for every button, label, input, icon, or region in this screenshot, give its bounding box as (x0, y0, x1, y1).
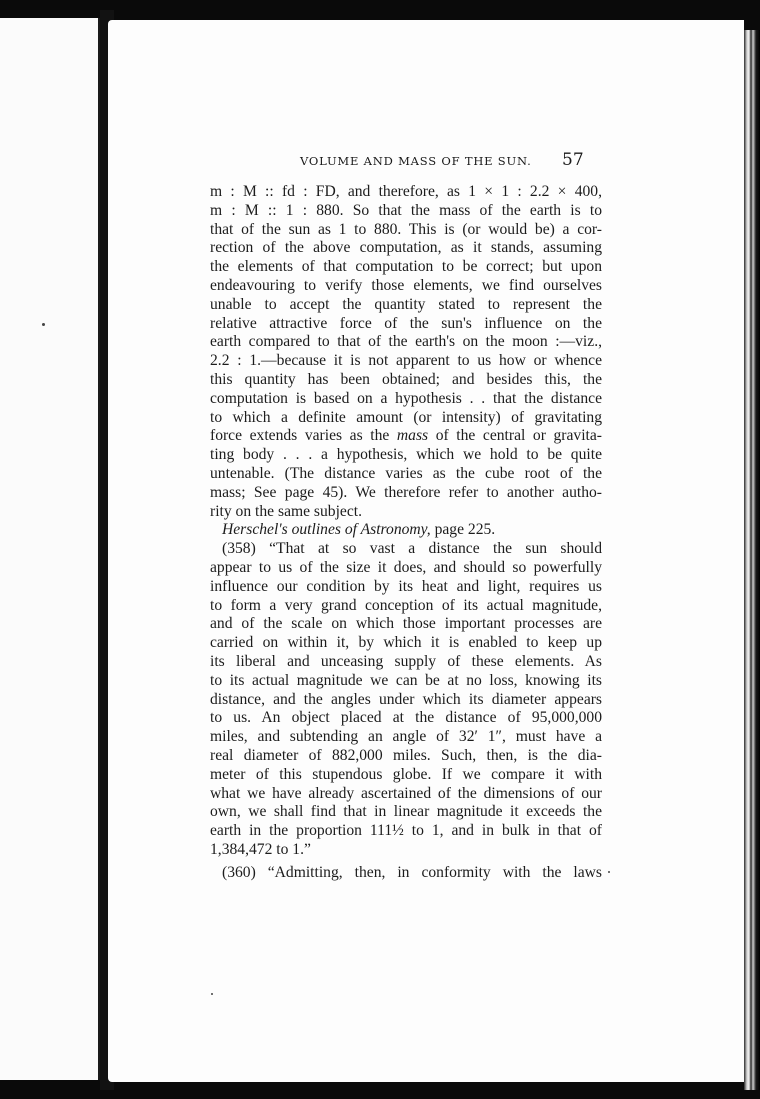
body-text (210, 183, 602, 882)
text-line: miles, and subtending an angle of 32′ 1″, must have a (210, 728, 602, 746)
citation-line (210, 521, 602, 540)
text-line: the elements of that computation to be correct; but upon (210, 258, 602, 276)
citation-page: page 225. (434, 521, 496, 539)
text-line: unable to accept the quantity stated to represent the (210, 295, 602, 313)
scan-speck (211, 993, 213, 995)
text-line: and of the scale on which those important processes are (210, 615, 602, 633)
line-segment: of the central or gravita- (435, 427, 602, 445)
text-line: 1,384,472 to 1.” (210, 840, 311, 858)
scan-speck (42, 323, 45, 326)
citation-title: Herschel's outlines of Astronomy, (222, 521, 431, 539)
text-line: mass; See page 45). We therefore refer to another autho- (210, 483, 602, 501)
text-line: meter of this stupendous globe. If we compare it with (210, 765, 602, 783)
text-line-with-italic (210, 427, 602, 446)
text-line: to us. An object placed at the distance of 95,000,000 (210, 709, 602, 727)
text-line: endeavouring to verify those elements, we find ourselves (210, 276, 602, 294)
scan-speck (608, 871, 610, 873)
text-line: influence our condition by its heat and light, requires us (210, 577, 602, 595)
text-line: real diameter of 882,000 miles. Such, then, is the dia- (210, 746, 602, 764)
text-line: to form a very grand conception of its actual magnitude, (210, 596, 602, 614)
text-line: computation is based on a hypothesis . . that the distance (210, 389, 602, 407)
text-line: earth compared to that of the earth's on the moon :—viz., (210, 333, 602, 351)
text-line: rection of the above computation, as it stands, assuming (210, 239, 602, 257)
line-segment: force extends varies as the (210, 427, 390, 445)
text-line: to its actual magnitude we can be at no loss, knowing its (210, 671, 602, 689)
text-line: appear to us of the size it does, and should so powerfully (210, 558, 602, 576)
text-line: that of the sun as 1 to 880. This is (or would be) a cor- (210, 220, 602, 238)
text-line: m : M :: fd : FD, and therefore, as 1 × 1 : 2.2 × 400, (210, 183, 602, 200)
text-line: 2.2 : 1.—because it is not apparent to us how or whence (210, 352, 602, 370)
text-line: this quantity has been obtained; and besides this, the (210, 370, 602, 388)
text-line: ting body . . . a hypothesis, which we hold to be quite (210, 446, 602, 464)
text-line: carried on within it, by which it is enabled to keep up (210, 634, 602, 652)
page-number: 57 (562, 150, 584, 170)
text-line: its liberal and unceasing supply of these elements. As (210, 652, 602, 670)
text-line: m : M :: 1 : 880. So that the mass of the earth is to (210, 201, 602, 219)
text-line: (358) “That at so vast a distance the sun should (222, 540, 602, 558)
text-line: earth in the proportion 111½ to 1, and in bulk in that of (210, 822, 602, 840)
text-line: to which a definite amount (or intensity) of gravitating (210, 408, 602, 426)
text-line: relative attractive force of the sun's influence on the (210, 314, 602, 332)
text-line: distance, and the angles under which its diameter appears (210, 690, 602, 708)
text-line: (360) “Admitting, then, in conformity with the laws (222, 863, 602, 881)
left-page-edge (0, 18, 100, 1080)
text-line: what we have already ascertained of the dimensions of our (210, 784, 602, 802)
text-line: rity on the same subject. (210, 502, 363, 520)
page-stack-edge (744, 30, 760, 1090)
running-title: VOLUME AND MASS OF THE SUN. (300, 154, 532, 168)
text-line: own, we shall find that in linear magnitude it exceeds the (210, 803, 602, 821)
italic-word: mass (396, 427, 429, 445)
text-line: untenable. (The distance varies as the cube root of the (210, 464, 602, 482)
